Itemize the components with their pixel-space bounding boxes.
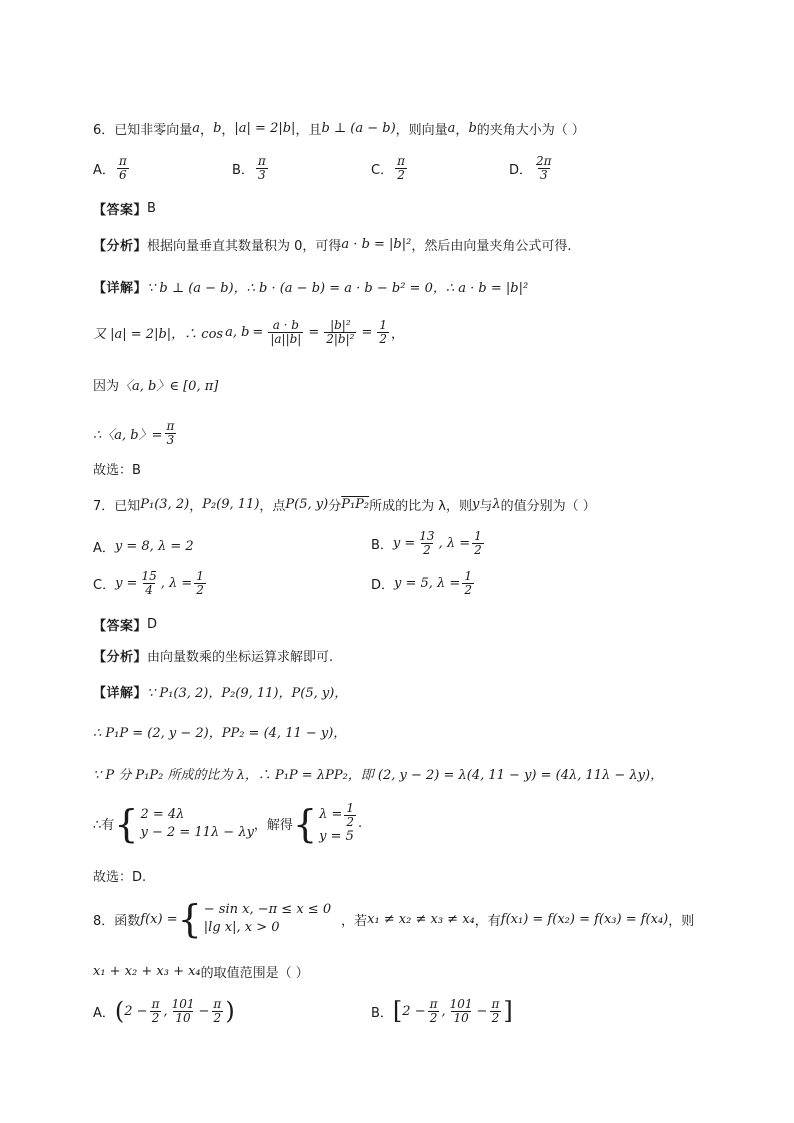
- numerator: π: [213, 996, 222, 1011]
- fraction: [417, 530, 436, 556]
- q7-sep: ，: [189, 499, 203, 514]
- fraction: [170, 998, 197, 1024]
- solution-system: [319, 802, 358, 846]
- option-label: D．: [371, 577, 395, 593]
- numerator: 101: [449, 996, 473, 1011]
- detail-math: 〈a, b〉∈ [0, π]: [119, 379, 219, 394]
- answer-tag: 【答案】: [93, 203, 148, 218]
- denominator: 10: [453, 1010, 469, 1025]
- denominator: 2: [151, 1010, 160, 1025]
- denominator: 2: [196, 582, 204, 597]
- q7-stem-text: 7．已知: [93, 499, 141, 514]
- q7-option-b: [371, 530, 486, 556]
- q7-detail-line-2: [93, 722, 346, 741]
- q6-stem: [93, 119, 585, 138]
- numerator: π: [429, 996, 438, 1011]
- q6-option-c: [371, 155, 409, 181]
- numerator: π: [491, 996, 500, 1011]
- option-label: C．: [93, 577, 116, 593]
- option-label: A．: [93, 1005, 115, 1021]
- denominator: 3: [539, 167, 548, 182]
- q7-stem-text: 所成的比为 λ，则: [369, 499, 472, 514]
- denominator: 2: [213, 1010, 222, 1025]
- q8-function: f(x) =: [140, 911, 178, 927]
- denominator: 3: [258, 167, 266, 182]
- option-label: B．: [371, 537, 393, 553]
- q6-vector-a: a: [192, 121, 201, 136]
- q8-option-b: [371, 997, 513, 1025]
- numerator: π: [151, 996, 160, 1011]
- denominator: 2: [379, 331, 388, 346]
- q6-stem-text: ，且: [295, 123, 322, 138]
- option-label: A．: [93, 162, 115, 178]
- numerator: 1: [464, 569, 472, 583]
- interval-close: ]: [503, 997, 513, 1025]
- option-label: B．: [232, 162, 254, 178]
- numerator: a · b: [272, 318, 299, 332]
- analysis-text: ，然后由向量夹角公式可得.: [411, 239, 572, 254]
- q7-stem-text: 的值分别为（ ）: [500, 499, 596, 514]
- q6-option-a: [93, 155, 131, 181]
- option-text: −: [476, 1003, 488, 1019]
- q8-stem-text: 8．函数: [93, 913, 141, 929]
- left-brace: {: [114, 801, 139, 846]
- case-line: − sin x, −π ≤ x ≤ 0: [203, 902, 332, 918]
- fraction: [472, 530, 484, 556]
- numerator: 15: [141, 569, 157, 583]
- numerator: |b|²: [330, 318, 351, 332]
- detail-math: 又 |a| = 2|b|，∴ cos: [93, 326, 224, 342]
- q7-point-p2: P₂(9, 11): [202, 497, 260, 512]
- q7-option-d: [371, 570, 476, 596]
- detail-math: ∵ P 分 P₁P₂ 所成的比为 λ，∴ P₁P = λPP₂，即 (2, y − 2) = λ(4, 11 − y) = (4λ, 11λ − λy)，: [93, 768, 664, 783]
- q6-stem-text: ，则向量: [395, 123, 448, 138]
- q6-condition-magnitude: |a| = 2|b|: [234, 121, 296, 136]
- option-label: B．: [371, 1005, 393, 1021]
- answer-value: B: [147, 201, 156, 216]
- denominator: 2: [346, 814, 355, 829]
- interval-open: (: [114, 997, 125, 1025]
- q6-choose: [93, 459, 141, 478]
- q8-stem-text: ，有: [474, 913, 501, 929]
- denominator: 2: [429, 1010, 438, 1025]
- system-line: [319, 802, 358, 828]
- q6-detail-line-4: [93, 420, 178, 446]
- fraction: [211, 998, 223, 1024]
- numerator: 2π: [536, 154, 552, 168]
- q7-stem-text: 分: [328, 499, 342, 514]
- q7-stem-text: ，点: [259, 499, 286, 514]
- q7-var-y: y: [471, 497, 480, 512]
- q7-choose: [93, 866, 146, 885]
- answer-tag: 【答案】: [93, 619, 148, 634]
- interval-close: ): [225, 997, 235, 1025]
- analysis-text: 由向量数乘的坐标运算求解即可.: [147, 650, 334, 665]
- detail-math: ∴ P₁P = (2, y − 2)，PP₂ = (4, 11 − y)，: [93, 726, 347, 741]
- q6-detail-line-2: [93, 319, 404, 345]
- q7-option-c: [93, 570, 208, 596]
- q7-point-p1: P₁(3, 2): [140, 497, 190, 512]
- denominator: 4: [145, 582, 153, 597]
- q6-condition-perpendicular: b ⊥ (a − b): [321, 121, 396, 136]
- fraction: [448, 998, 475, 1024]
- q7-stem-text: 与: [479, 499, 493, 514]
- q8-stem-line-2: [93, 962, 309, 981]
- system-text: λ =: [319, 807, 343, 823]
- option-text: y =: [115, 575, 138, 591]
- denominator: 2: [423, 542, 431, 557]
- q6-vector-a: a: [447, 121, 456, 136]
- fraction: [344, 802, 356, 828]
- numerator: 1: [379, 318, 388, 332]
- denominator: 2: [491, 1010, 500, 1025]
- numerator: π: [257, 154, 266, 168]
- option-label: C．: [371, 162, 394, 178]
- analysis-tag: 【分析】: [93, 239, 148, 254]
- q6-detail-line-3: [93, 375, 218, 394]
- numerator: 101: [171, 996, 195, 1011]
- option-text: ,: [163, 1003, 168, 1019]
- detail-tag: 【详解】: [93, 281, 148, 296]
- option-text: −: [198, 1003, 210, 1019]
- system-line: 2 = 4λ: [140, 807, 185, 823]
- q7-detail-line-4: [93, 802, 362, 846]
- q7-segment: P₁P₂: [341, 497, 370, 512]
- q7-point-p: P(5, y): [285, 497, 329, 512]
- numerator: π: [397, 154, 405, 168]
- option-text: , λ =: [438, 535, 471, 551]
- equals-sign: =: [252, 324, 264, 340]
- equals-sign: =: [361, 324, 373, 340]
- option-text: 2 −: [124, 1003, 148, 1019]
- detail-tag: 【详解】: [93, 686, 148, 701]
- numerator: π: [166, 419, 175, 433]
- fraction: [150, 998, 162, 1024]
- detail-math: ∵ b ⊥ (a − b)，∴ b · (a − b) = a · b − b² = 0，∴ a · b = |b|²: [147, 281, 529, 296]
- q6-option-d: [509, 155, 556, 181]
- equation-system: [140, 806, 253, 841]
- denominator: 3: [166, 432, 175, 447]
- q8-condition: x₁ ≠ x₂ ≠ x₃ ≠ x₄: [367, 911, 475, 927]
- q6-vector-b: b: [213, 121, 222, 136]
- detail-math: a, b: [225, 324, 250, 340]
- q6-detail-line-1: [93, 277, 528, 296]
- option-fraction: [117, 155, 129, 181]
- q7-analysis: [93, 646, 333, 665]
- q7-answer: [93, 615, 157, 634]
- fraction: [428, 998, 440, 1024]
- punct: .: [358, 816, 363, 832]
- denominator: 2|b|²: [326, 331, 355, 346]
- q8-option-a: [93, 997, 235, 1025]
- denominator: 6: [119, 167, 127, 182]
- option-fraction: [395, 155, 407, 181]
- q6-sep: ，: [200, 123, 214, 138]
- option-text: ,: [441, 1003, 446, 1019]
- interval-open: [: [392, 997, 403, 1025]
- detail-text: ，解得: [253, 818, 293, 834]
- q6-answer: [93, 199, 156, 218]
- option-text: , λ =: [160, 575, 193, 591]
- q7-detail-line-3: [93, 764, 663, 783]
- denominator: 10: [175, 1010, 191, 1025]
- q8-stem-text: 的取值范围是（ ）: [200, 966, 309, 981]
- fraction: [194, 570, 206, 596]
- option-text: y = 8, λ = 2: [114, 539, 194, 554]
- left-brace: {: [292, 801, 318, 846]
- numerator: 13: [419, 529, 435, 543]
- numerator: 1: [474, 529, 482, 543]
- fraction: [268, 319, 303, 345]
- q8-equality: f(x₁) = f(x₂) = f(x₃) = f(x₄): [500, 911, 669, 927]
- numerator: π: [118, 154, 127, 168]
- analysis-formula: a · b = |b|²: [341, 237, 412, 252]
- q8-sum-expression: x₁ + x₂ + x₃ + x₄: [93, 964, 201, 979]
- q8-stem-text: ，则: [668, 913, 695, 929]
- option-text: y = 5, λ =: [394, 575, 461, 591]
- q8-stem-line-1: [93, 897, 695, 941]
- option-text: 2 −: [402, 1003, 426, 1019]
- system-line: y = 5: [319, 829, 354, 845]
- q6-sep: ，: [221, 123, 235, 138]
- option-fraction: [256, 155, 268, 181]
- q6-sep: ，: [455, 123, 469, 138]
- q6-stem-text: 6．已知非零向量: [93, 123, 193, 138]
- answer-value: D: [147, 617, 158, 632]
- denominator: 2: [474, 542, 482, 557]
- q6-analysis: [93, 235, 571, 254]
- q7-option-a: [93, 537, 194, 556]
- numerator: 1: [196, 569, 204, 583]
- q7-var-lambda: λ: [492, 497, 501, 512]
- option-label: D．: [509, 162, 533, 178]
- analysis-tag: 【分析】: [93, 650, 148, 665]
- fraction: [489, 998, 501, 1024]
- fraction: [377, 319, 389, 345]
- option-text: y =: [392, 535, 416, 551]
- fraction: [165, 420, 177, 446]
- q6-option-b: [232, 155, 270, 181]
- fraction: [139, 570, 158, 596]
- piecewise-cases: [204, 901, 331, 936]
- punct: ，: [391, 326, 405, 342]
- q7-stem: [93, 495, 596, 514]
- q8-stem-text: ，若: [341, 913, 368, 929]
- q6-vector-b: b: [468, 121, 477, 136]
- choose-text: 故选：B: [93, 463, 141, 478]
- fraction: [324, 319, 356, 345]
- detail-math: ∴〈a, b〉=: [93, 427, 163, 443]
- q6-stem-text: 的夹角大小为（ ）: [476, 123, 585, 138]
- detail-text: ∴有: [93, 818, 115, 834]
- choose-text: 故选：D.: [93, 870, 147, 885]
- detail-text: 因为: [93, 379, 120, 394]
- detail-math: ∵ P₁(3, 2)，P₂(9, 11)，P(5, y)，: [147, 686, 348, 701]
- equals-sign: =: [308, 324, 320, 340]
- option-fraction: [534, 155, 554, 181]
- system-line: y − 2 = 11λ − λy: [140, 824, 254, 840]
- denominator: |a||b|: [270, 331, 302, 346]
- denominator: 2: [397, 167, 405, 182]
- denominator: 2: [464, 582, 472, 597]
- analysis-text: 根据向量垂直其数量积为 0，可得: [147, 239, 342, 254]
- left-brace: {: [177, 897, 202, 941]
- option-label: A．: [93, 541, 115, 556]
- q7-detail-line-1: [93, 682, 347, 701]
- numerator: 1: [346, 801, 355, 815]
- case-line: |lg x|, x > 0: [203, 920, 280, 935]
- fraction: [462, 570, 474, 596]
